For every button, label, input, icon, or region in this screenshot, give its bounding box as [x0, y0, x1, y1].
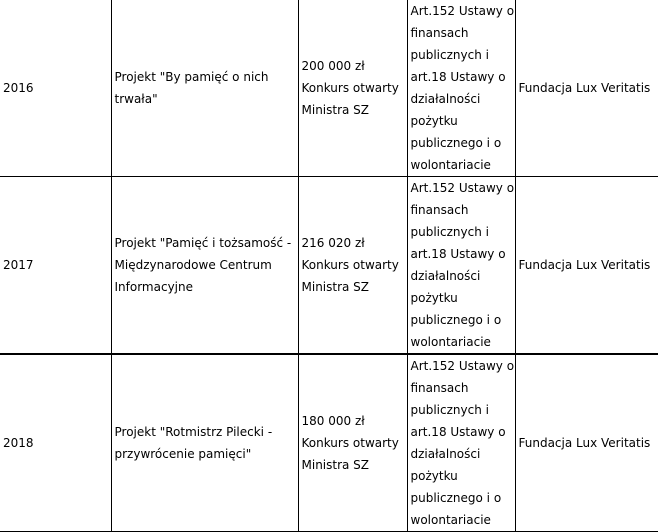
- legal-basis-cell: Art.152 Ustawy o finansach publicznych i art.18 Ustawy o działalności pożytku publicznego i o wolontariacie: [407, 0, 515, 177]
- project-cell: Projekt "Pamięć i tożsamość - Międzynarodowe Centrum Informacyjne: [111, 177, 298, 355]
- year-cell: 2016: [0, 0, 111, 177]
- project-cell: Projekt "Rotmistrz Pilecki - przywrócenie pamięci": [111, 354, 298, 532]
- beneficiary-cell: Fundacja Lux Veritatis: [515, 177, 658, 355]
- project-cell: Projekt "By pamięć o nich trwała": [111, 0, 298, 177]
- funding-cell: 216 020 zł Konkurs otwarty Ministra SZ: [298, 177, 407, 355]
- beneficiary-cell: Fundacja Lux Veritatis: [515, 354, 658, 532]
- funding-cell: 180 000 zł Konkurs otwarty Ministra SZ: [298, 354, 407, 532]
- table-row: [0, 354, 658, 532]
- funding-cell: 200 000 zł Konkurs otwarty Ministra SZ: [298, 0, 407, 177]
- table-row: [0, 177, 658, 355]
- legal-basis-cell: Art.152 Ustawy o finansach publicznych i art.18 Ustawy o działalności pożytku publicznego i o wolontariacie: [407, 177, 515, 355]
- year-cell: 2018: [0, 354, 111, 532]
- table-row: [0, 0, 658, 177]
- year-cell: 2017: [0, 177, 111, 355]
- legal-basis-cell: Art.152 Ustawy o finansach publicznych i art.18 Ustawy o działalności pożytku publicznego i o wolontariacie: [407, 354, 515, 532]
- beneficiary-cell: Fundacja Lux Veritatis: [515, 0, 658, 177]
